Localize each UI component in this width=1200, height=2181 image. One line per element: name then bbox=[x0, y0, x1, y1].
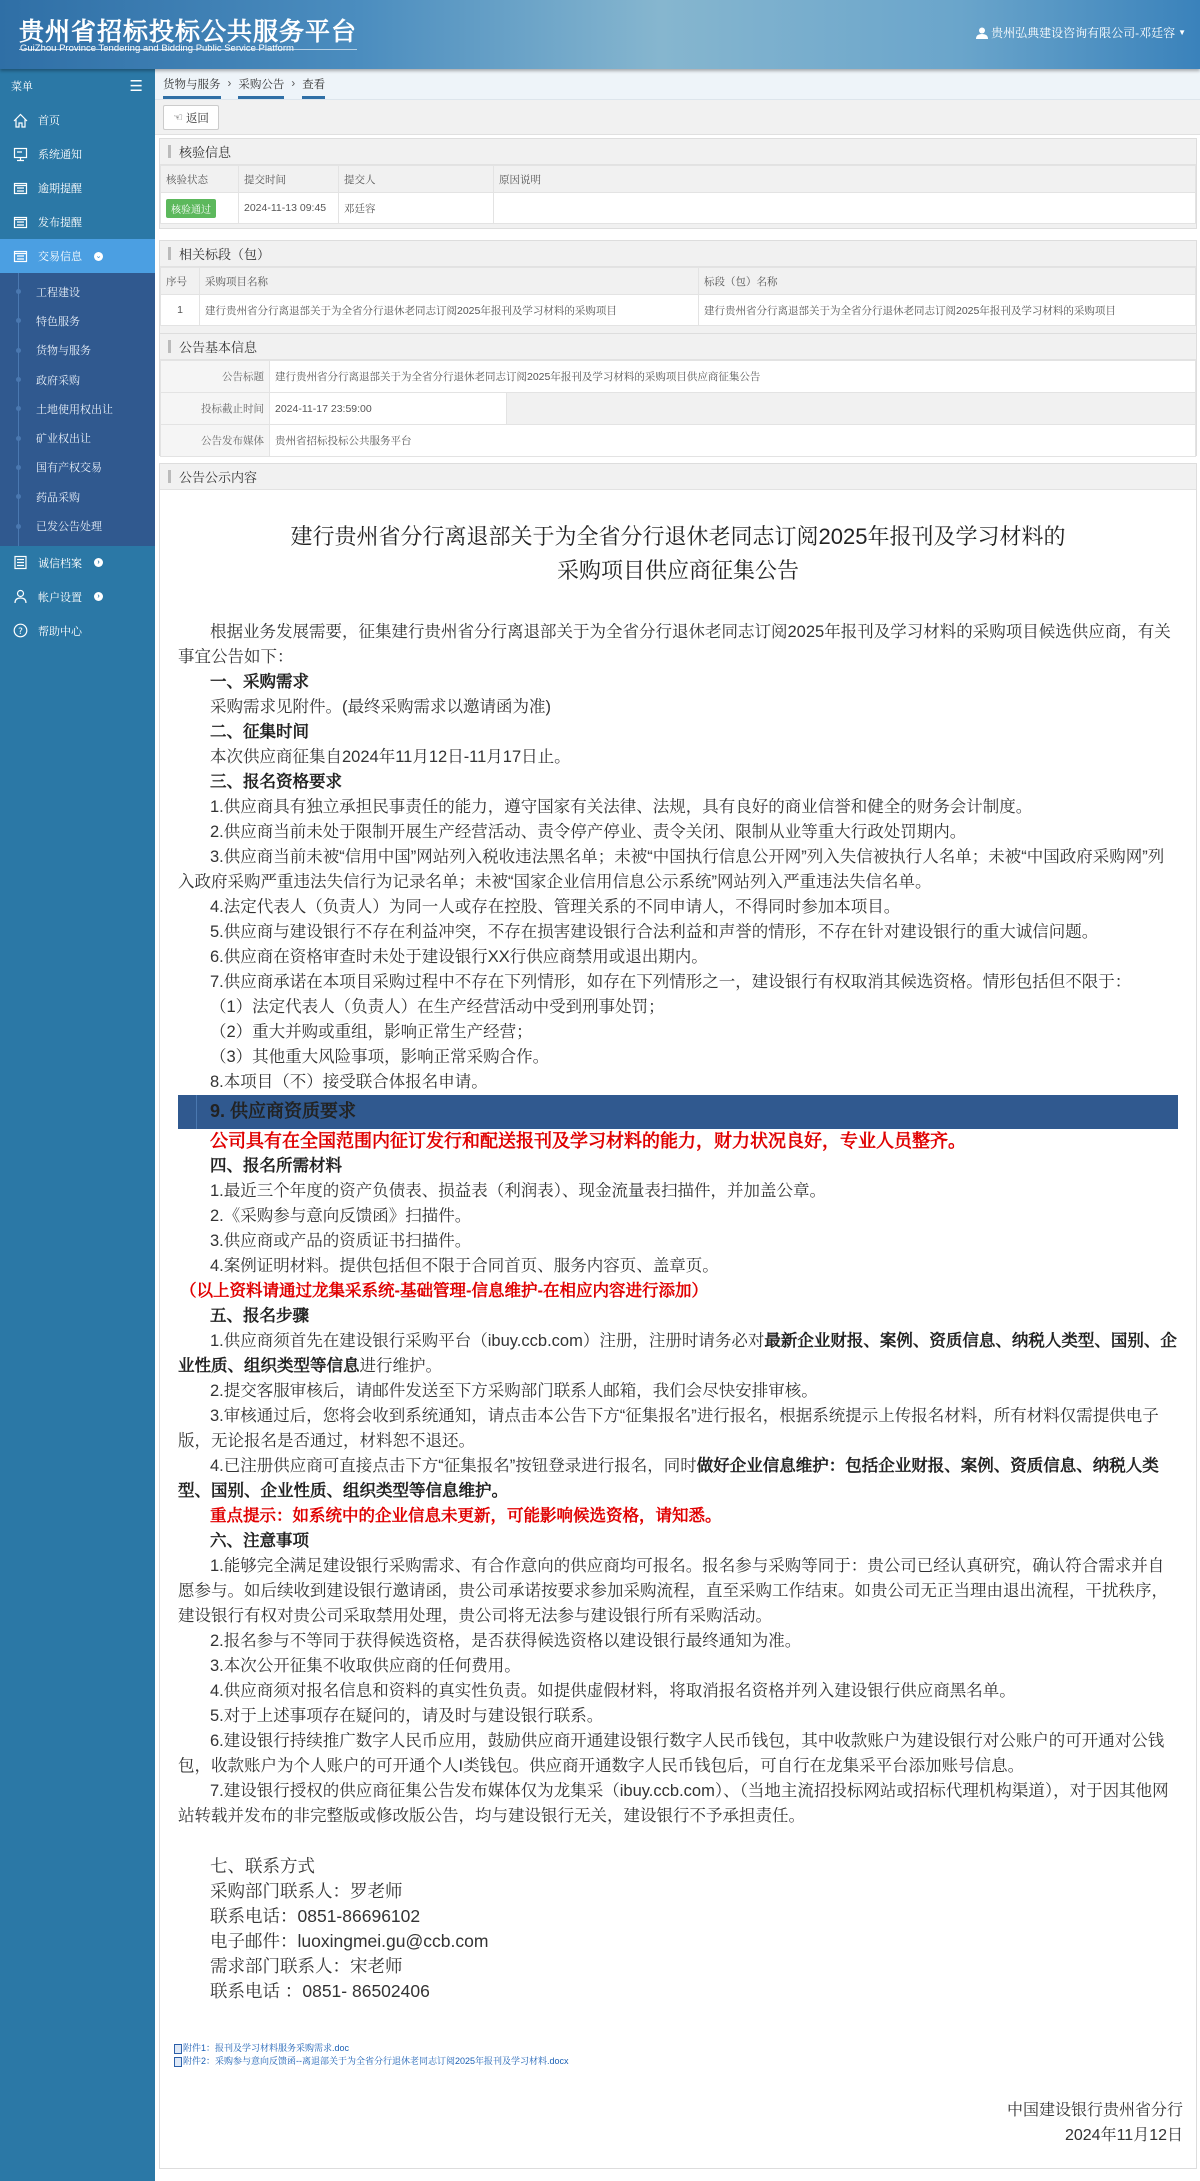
paragraph: 重点提示：如系统中的企业信息未更新，可能影响候选资格，请知悉。 bbox=[210, 1507, 722, 1525]
toolbar bbox=[155, 100, 1200, 135]
section-name: 建行贵州省分行离退部关于为全省分行退休老同志订阅2025年报刊及学习材料的采购项目 bbox=[699, 295, 1196, 326]
paragraph: 电子邮件：luoxingmei.gu@ccb.com bbox=[210, 1931, 489, 1951]
paragraph: 3.审核通过后，您将会收到系统通知，请点击本公告下方“征集报名”进行报名，根据系统提示上传报名材料，所有材料仅需提供电子版，无论报名是否通过，材料恕不退还。 bbox=[178, 1407, 1159, 1450]
deadline: 2024-11-17 23:59:00 bbox=[270, 393, 507, 425]
field-label: 公告发布媒体 bbox=[161, 425, 270, 457]
hamburger-icon[interactable]: ☰ bbox=[129, 78, 143, 95]
paragraph: 5.供应商与建设银行不存在利益冲突，不存在损害建设银行合法利益和声誉的情形，不存在针对建设银行的重大诚信问题。 bbox=[210, 923, 1099, 941]
reason bbox=[494, 193, 1196, 224]
sidebar-item-account-settings[interactable]: 帐户设置 › bbox=[0, 580, 155, 614]
document-icon bbox=[12, 555, 28, 571]
attachment-name[interactable]: 附件1：报刊及学习材料服务采购需求.doc bbox=[183, 2043, 350, 2053]
col-header: 采购项目名称 bbox=[200, 268, 699, 295]
basic-info-table bbox=[160, 360, 1196, 457]
col-header: 提交时间 bbox=[239, 166, 339, 193]
table-row bbox=[161, 295, 1196, 326]
chevron-right-icon: › bbox=[291, 77, 296, 90]
breadcrumb bbox=[155, 69, 1200, 100]
user-icon bbox=[12, 589, 28, 605]
hand-point-left-icon: ☜ bbox=[173, 112, 183, 124]
paragraph: 6.建设银行持续推广数字人民币应用，鼓励供应商开通建设银行数字人民币钱包，其中收款账户为建设银行对公账户的可开通对公钱包，收款账户为个人账户的可开通个人I类钱包。供应商开通数字人民币钱包后，可自行在龙集采平台添加账号信息。 bbox=[178, 1732, 1165, 1775]
chevron-right-icon: › bbox=[94, 592, 103, 601]
verify-table bbox=[160, 165, 1196, 224]
section-heading: 六、注意事项 bbox=[210, 1532, 309, 1550]
paragraph: 4.供应商须对报名信息和资料的真实性负责。如提供虚假材料，将取消报名资格并列入建设银行供应商黑名单。 bbox=[210, 1682, 1016, 1700]
doc-file-icon bbox=[174, 2057, 182, 2067]
sections-panel bbox=[159, 240, 1197, 336]
chevron-down-icon: ⌄ bbox=[95, 252, 102, 260]
paragraph: 根据业务发展需要，征集建行贵州省分行离退部关于为全省分行退休老同志订阅2025年报刊及学习材料的采购项目候选供应商，有关事宜公告如下： bbox=[178, 623, 1171, 666]
paragraph: 采购部门联系人：罗老师 bbox=[210, 1881, 403, 1901]
submenu-item-land-use[interactable]: 土地使用权出让 bbox=[0, 394, 155, 423]
section-heading: 五、报名步骤 bbox=[210, 1307, 309, 1325]
attachment-link[interactable] bbox=[174, 2055, 1196, 2068]
text-segment: 4.已注册供应商可直接点击下方“征集报名”按钮登录进行报名，同时 bbox=[210, 1457, 697, 1475]
section-heading: 三、报名资格要求 bbox=[210, 773, 342, 791]
paragraph: 2.报名参与不等同于获得候选资格，是否获得候选资格以建设银行最终通知为准。 bbox=[210, 1632, 802, 1650]
sidebar-item-credit-archive[interactable]: 诚信档案 › bbox=[0, 546, 155, 580]
help-icon bbox=[12, 623, 28, 639]
user-icon bbox=[976, 27, 988, 39]
field-label: 公告标题 bbox=[161, 361, 270, 393]
section-heading: 四、报名所需材料 bbox=[210, 1157, 342, 1175]
list-icon bbox=[12, 248, 28, 264]
text-segment: 进行维护。 bbox=[359, 1357, 442, 1375]
list-icon bbox=[12, 214, 28, 230]
paragraph: 5.对于上述事项存在疑问的，请及时与建设银行联系。 bbox=[210, 1707, 604, 1725]
section-heading: 二、征集时间 bbox=[210, 723, 309, 741]
site-subtitle: GuiZhou Province Tendering and Bidding Public Service Platform bbox=[20, 43, 294, 54]
paragraph: （1）法定代表人（负责人）在生产经营活动中受到刑事处罚； bbox=[210, 998, 665, 1016]
paragraph: 联系电话：0851-86696102 bbox=[210, 1906, 421, 1926]
paragraph: 采购需求见附件。(最终采购需求以邀请函为准) bbox=[210, 698, 551, 716]
document-body bbox=[160, 606, 1196, 2004]
status-badge: 核验通过 bbox=[166, 199, 216, 218]
home-icon bbox=[12, 112, 28, 128]
paragraph: 3.供应商或产品的资质证书扫描件。 bbox=[210, 1232, 472, 1250]
paragraph: 本次供应商征集自2024年11月12日-11月17日止。 bbox=[210, 748, 571, 766]
paragraph: 4.案例证明材料。提供包括但不限于合同首页、服务内容页、盖章页。 bbox=[210, 1257, 719, 1275]
document-title-line: 建行贵州省分行离退部关于为全省分行退休老同志订阅2025年报刊及学习材料的 bbox=[290, 524, 1066, 549]
verify-panel bbox=[159, 138, 1197, 229]
paragraph: 4.法定代表人（负责人）为同一人或存在控股、管理关系的不同申请人，不得同时参加本项目。 bbox=[210, 898, 901, 916]
attachment-name[interactable]: 附件2：采购参与意向反馈函--离退部关于为全省分行退休老同志订阅2025年报刊及学习材料.docx bbox=[183, 2056, 569, 2066]
publish-media: 贵州省招标投标公共服务平台 bbox=[270, 425, 1196, 457]
emphasis-text: 最新企业财报、案例、资质信息、纳税人类型、国别、企业性质、组织类型等信息 bbox=[178, 1332, 1177, 1375]
paragraph: 公司具有在全国范围内征订发行和配送报刊及学习材料的能力，财力状况良好，专业人员整齐。 bbox=[210, 1131, 966, 1151]
paragraph: 3.本次公开征集不收取供应商的任何费用。 bbox=[210, 1657, 521, 1675]
submitter: 邓廷容 bbox=[339, 193, 494, 224]
paragraph: （2）重大并购或重组，影响正常生产经营； bbox=[210, 1023, 533, 1041]
row-index: 1 bbox=[161, 295, 200, 326]
col-header: 标段（包）名称 bbox=[699, 268, 1196, 295]
signature bbox=[160, 2098, 1196, 2148]
svg-text:?: ? bbox=[17, 627, 23, 638]
sidebar-item-overdue[interactable]: 逾期提醒 bbox=[0, 171, 155, 205]
col-header: 序号 bbox=[161, 268, 200, 295]
user-menu[interactable] bbox=[976, 24, 1186, 41]
paragraph: 2.《采购参与意向反馈函》扫描件。 bbox=[210, 1207, 472, 1225]
paragraph: 1.能够完全满足建设银行采购需求、有合作意向的供应商均可报名。报名参与采购等同于：贵公司已经认真研究，确认符合需求并自愿参与。如后续收到建设银行邀请函，贵公司承诺按要求参加采购流程，直至采购工作结束。如贵公司无正当理由退出流程，干扰秩序，建设银行有权对贵公司采取禁用处理，贵公司将无法参与建设银行所有采购活动。 bbox=[178, 1557, 1168, 1625]
paragraph: 9. 供应商资质要求 bbox=[178, 1095, 1178, 1129]
site-header bbox=[0, 0, 1200, 69]
signature-date: 2024年11月12日 bbox=[1064, 2127, 1183, 2144]
list-icon bbox=[12, 180, 28, 196]
verify-panel-title: 核验信息 bbox=[160, 139, 1196, 165]
sections-panel-title: 相关标段（包） bbox=[160, 241, 1196, 267]
attachments bbox=[160, 2004, 1196, 2068]
col-header: 提交人 bbox=[339, 166, 494, 193]
submenu-item-engineering[interactable]: 工程建设 bbox=[0, 277, 155, 306]
notice-title: 建行贵州省分行离退部关于为全省分行退休老同志订阅2025年报刊及学习材料的采购项目供应商征集公告 bbox=[270, 361, 1196, 393]
menu-header bbox=[0, 69, 155, 103]
submenu-item-special-services[interactable]: 特色服务 bbox=[0, 306, 155, 335]
signature-org: 中国建设银行贵州省分行 bbox=[1006, 2102, 1183, 2119]
paragraph: （3）其他重大风险事项，影响正常采购合作。 bbox=[210, 1048, 550, 1066]
paragraph: 7.供应商承诺在本项目采购过程中不存在下列情形，如存在下列情形之一，建设银行有权取消其候选资格。情形包括但不限于： bbox=[210, 973, 1132, 991]
submenu-trade-info bbox=[0, 273, 155, 546]
sidebar-item-home[interactable]: 首页 bbox=[0, 103, 155, 137]
submenu-item-mining[interactable]: 矿业权出让 bbox=[0, 423, 155, 452]
field-label: 投标截止时间 bbox=[161, 393, 270, 425]
document-title bbox=[160, 520, 1196, 588]
basic-info-panel bbox=[159, 333, 1197, 456]
emphasis-text: 做好企业信息维护：包括企业财报、案例、资质信息、纳税人类型、国别、企业性质、组织类型等信息维护。 bbox=[178, 1457, 1159, 1500]
caret-down-icon: ▼ bbox=[1178, 28, 1186, 37]
paragraph: 2.供应商当前未处于限制开展生产经营活动、责令停产停业、责令关闭、限制从业等重大行政处罚期内。 bbox=[210, 823, 967, 841]
attachment-link[interactable] bbox=[174, 2042, 1196, 2055]
paragraph: 3.供应商当前未被“信用中国”网站列入税收违法黑名单；未被“中国执行信息公开网”列入失信被执行人名单；未被“中国政府采购网”列入政府采购严重违法失信行为记录名单；未被“国家企业信用信息公示系统”网站列入严重违法失信名单。 bbox=[178, 848, 1165, 891]
empty-cell bbox=[507, 393, 1196, 425]
paragraph: 8.本项目（不）接受联合体报名申请。 bbox=[210, 1073, 488, 1091]
project-name: 建行贵州省分行离退部关于为全省分行退休老同志订阅2025年报刊及学习材料的采购项目 bbox=[200, 295, 699, 326]
paragraph: （以上资料请通过龙集采系统-基础管理-信息维护-在相应内容进行添加） bbox=[180, 1282, 708, 1300]
paragraph: 7.建设银行授权的供应商征集公告发布媒体仅为龙集采（ibuy.ccb.com）、（当地主流招投标网站或招标代理机构渠道），对于因其他网站转载并发布的非完整版或修改版公告，均与建设银行无关，建设银行不予承担责任。 bbox=[178, 1782, 1169, 1825]
sidebar-item-trade-info[interactable]: 交易信息 ⌄ bbox=[0, 239, 155, 273]
submenu-item-published[interactable]: 已发公告处理 bbox=[0, 511, 155, 540]
sections-table bbox=[160, 267, 1196, 326]
breadcrumb-view[interactable]: 查看 bbox=[302, 68, 325, 99]
menu-label: 菜单 bbox=[11, 81, 33, 93]
sidebar-item-notifications[interactable]: 系统通知 bbox=[0, 137, 155, 171]
paragraph: 1.最近三个年度的资产负债表、损益表（利润表）、现金流量表扫描件，并加盖公章。 bbox=[210, 1182, 827, 1200]
chevron-right-icon: › bbox=[94, 558, 103, 567]
document-title-line: 采购项目供应商征集公告 bbox=[556, 558, 799, 583]
notice-content-panel-title: 公告公示内容 bbox=[160, 464, 1196, 490]
sidebar-item-help[interactable]: ? 帮助中心 bbox=[0, 614, 155, 648]
back-button[interactable]: ☜ 返回 bbox=[163, 105, 219, 130]
submenu-item-gov-procurement[interactable]: 政府采购 bbox=[0, 365, 155, 394]
basic-info-panel-title: 公告基本信息 bbox=[160, 334, 1196, 360]
submenu-item-state-property[interactable]: 国有产权交易 bbox=[0, 453, 155, 482]
paragraph: 联系电话 ：0851- 86502406 bbox=[210, 1981, 430, 2001]
col-header: 核验状态 bbox=[161, 166, 239, 193]
breadcrumb-goods-services[interactable]: 货物与服务 bbox=[163, 68, 221, 99]
breadcrumb-procurement-notice[interactable]: 采购公告 bbox=[238, 68, 284, 99]
paragraph: 6.供应商在资格审查时未处于建设银行XX行供应商禁用或退出期内。 bbox=[210, 948, 708, 966]
sidebar bbox=[0, 69, 155, 2181]
table-row bbox=[161, 193, 1196, 224]
col-header: 原因说明 bbox=[494, 166, 1196, 193]
submit-time: 2024-11-13 09:45 bbox=[239, 193, 339, 224]
paragraph bbox=[178, 1454, 1178, 1504]
submenu-item-medicine[interactable]: 药品采购 bbox=[0, 482, 155, 511]
paragraph bbox=[178, 1829, 1178, 1854]
user-name: 贵州弘典建设咨询有限公司-邓廷容 bbox=[991, 26, 1176, 40]
notice-content-panel bbox=[159, 463, 1197, 2169]
text-segment: 1.供应商须首先在建设银行采购平台（ibuy.ccb.com）注册，注册时请务必对 bbox=[210, 1332, 765, 1350]
section-heading: 一、采购需求 bbox=[210, 673, 309, 691]
paragraph: 2.提交客服审核后，请邮件发送至下方采购部门联系人邮箱，我们会尽快安排审核。 bbox=[210, 1382, 818, 1400]
paragraph bbox=[178, 1329, 1178, 1379]
doc-file-icon bbox=[174, 2044, 182, 2054]
sidebar-item-publish-reminder[interactable]: 发布提醒 bbox=[0, 205, 155, 239]
paragraph: 七、联系方式 bbox=[210, 1856, 315, 1876]
site-title: 贵州省招标投标公共服务平台 bbox=[19, 12, 357, 50]
paragraph: 1.供应商具有独立承担民事责任的能力，遵守国家有关法律、法规，具有良好的商业信誉和健全的财务会计制度。 bbox=[210, 798, 1033, 816]
chevron-right-icon: › bbox=[227, 77, 232, 90]
monitor-icon bbox=[12, 146, 28, 162]
submenu-item-goods-services[interactable]: 货物与服务 bbox=[0, 336, 155, 365]
paragraph: 需求部门联系人：宋老师 bbox=[210, 1956, 403, 1976]
